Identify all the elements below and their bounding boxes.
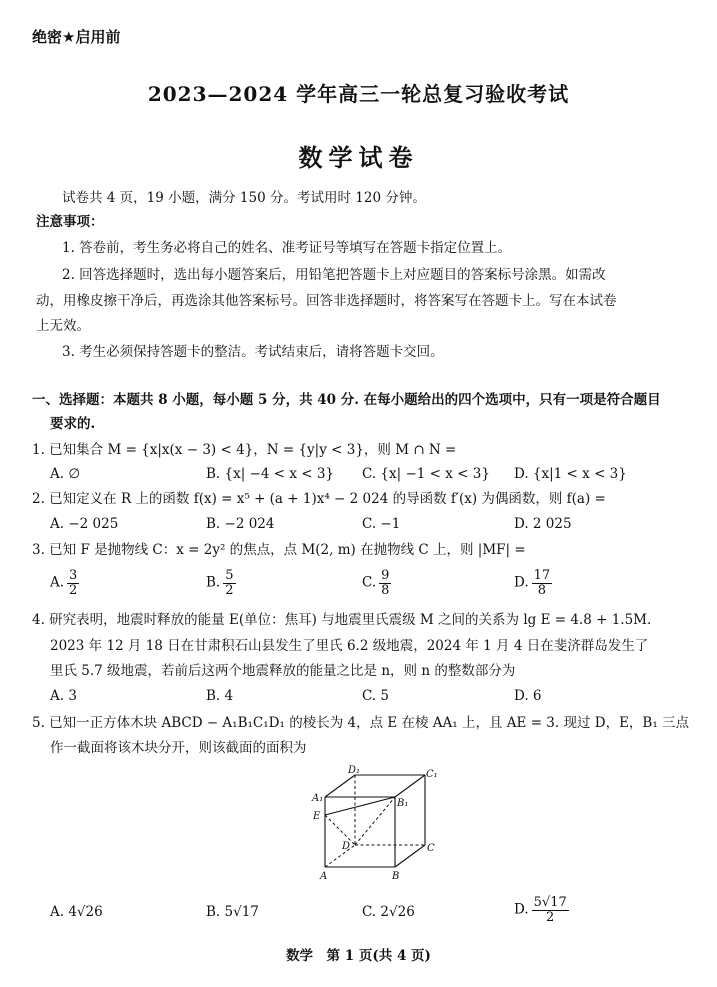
section-heading-line-2: 要求的.	[50, 416, 96, 432]
question-4-option-d: D. 6	[514, 688, 542, 704]
question-4-line-2: 2023 年 12 月 18 日在甘肃积石山县发生了里氏 6.2 级地震，2024 年 1 月 4 日在斐济群岛发生了	[50, 638, 649, 654]
option-d-label: D.	[514, 901, 529, 918]
fraction	[532, 896, 569, 924]
label-c1: C₁	[426, 769, 438, 780]
fraction	[532, 569, 553, 597]
exam-info: 试卷共 4 页，19 小题，满分 150 分。考试用时 120 分钟。	[62, 190, 426, 206]
label-a: A	[320, 871, 328, 882]
denominator: 2	[225, 582, 234, 598]
denominator: 2	[546, 909, 555, 925]
notes-heading: 注意事项：	[36, 214, 104, 230]
fraction	[379, 569, 391, 597]
subject-title: 数学试卷	[298, 143, 419, 172]
label-b: B	[392, 871, 400, 882]
exam-title: 2023—2024 学年高三一轮总复习验收考试	[147, 82, 570, 106]
question-4-option-c: C. 5	[362, 688, 390, 704]
question-5-line-2: 作一截面将该木块分开，则该截面的面积为	[50, 740, 307, 756]
label-d: D	[342, 841, 351, 852]
question-4-option-a: A. 3	[50, 688, 77, 704]
question-5-option-a: A. 4√26	[50, 904, 103, 920]
edge-b1c1	[395, 775, 425, 797]
edge-bc	[395, 845, 425, 867]
numerator: 17	[533, 568, 551, 583]
label-e: E	[313, 811, 321, 822]
question-2-option-d: D. 2 025	[514, 516, 572, 532]
question-3-option-b	[206, 569, 236, 597]
note-1: 1. 答卷前，考生务必将自己的姓名、准考证号等填写在答题卡指定位置上。	[62, 240, 512, 256]
question-2-option-c: C. −1	[362, 516, 401, 532]
fraction	[223, 569, 235, 597]
question-2-stem: 2. 已知定义在 R 上的函数 f(x) = x⁵ + (a + 1)x⁴ − 2 024 的导函数 f′(x) 为偶函数，则 f(a) =	[32, 491, 606, 507]
question-3-option-c	[362, 569, 391, 597]
confidential-mark: 绝密★启用前	[32, 28, 121, 46]
fraction	[67, 569, 79, 597]
question-4-line-1: 4. 研究表明，地震时释放的能量 E(单位：焦耳) 与地震里氏震级 M 之间的关系为 lg E = 4.8 + 1.5M.	[32, 612, 652, 628]
question-1-option-d: D. {x|1 < x < 3}	[514, 466, 627, 482]
question-4-option-b: B. 4	[206, 688, 234, 704]
question-5-option-c: C. 2√26	[362, 904, 415, 920]
edge-a1d1	[325, 775, 355, 797]
denominator: 8	[537, 582, 547, 598]
question-1-option-a: A. ∅	[50, 466, 81, 482]
numerator: 3	[69, 568, 78, 583]
label-c: C	[427, 843, 435, 854]
note-2-line-1: 2. 回答选择题时，选出每小题答案后，用铅笔把答题卡上对应题目的答案标号涂黑。如需改	[62, 267, 606, 283]
numerator: 9	[381, 568, 390, 583]
question-2-option-a: A. −2 025	[50, 516, 119, 532]
cube-figure	[300, 763, 450, 883]
question-1-stem: 1. 已知集合 M = {x|x(x − 3) < 4}，N = {y|y < 3}，则 M ∩ N =	[32, 442, 457, 458]
option-c-label: C.	[362, 574, 377, 591]
segment-db1-hidden	[355, 797, 395, 845]
question-1-option-c: C. {x| −1 < x < 3}	[362, 466, 490, 482]
question-4-line-3: 里氏 5.7 级地震，若前后这两个地震释放的能量之比是 n，则 n 的整数部分为	[50, 663, 516, 679]
question-5-option-b: B. 5√17	[206, 904, 259, 920]
question-5-option-d	[514, 896, 569, 924]
section-heading-line-1: 一、选择题：本题共 8 小题，每小题 5 分，共 40 分. 在每小题给出的四个选项中，只有一项是符合题目	[32, 392, 661, 408]
option-a-label: A.	[50, 574, 65, 591]
note-2-line-2: 动，用橡皮擦干净后，再选涂其他答案标号。回答非选择题时，将答案写在答题卡上。写在本试卷	[36, 293, 617, 309]
question-1-option-b: B. {x| −4 < x < 3}	[206, 466, 335, 482]
segment-ed-hidden	[325, 815, 355, 845]
question-3-option-a	[50, 569, 79, 597]
label-b1: B₁	[397, 798, 409, 809]
numerator: 5	[225, 568, 234, 583]
question-3-option-d	[514, 569, 552, 597]
page-footer: 数学 第 1 页(共 4 页)	[286, 948, 431, 964]
note-3: 3. 考生必须保持答题卡的整洁。考试结束后，请将答题卡交回。	[62, 344, 444, 360]
segment-eb1	[325, 797, 395, 815]
option-d-label: D.	[514, 574, 529, 591]
label-a1: A₁	[312, 793, 324, 804]
question-3-stem: 3. 已知 F 是抛物线 C：x = 2y² 的焦点，点 M(2, m) 在抛物线 C 上，则 |MF| =	[32, 542, 526, 558]
denominator: 2	[69, 582, 78, 598]
note-2-line-3: 上无效。	[36, 318, 90, 334]
edge-ad-hidden	[325, 845, 355, 867]
numerator: 5√17	[533, 895, 567, 910]
question-5-line-1: 5. 已知一正方体木块 ABCD − A₁B₁C₁D₁ 的棱长为 4，点 E 在棱 AA₁ 上，且 AE = 3. 现过 D，E，B₁ 三点	[32, 715, 690, 731]
denominator: 8	[381, 582, 390, 598]
option-b-label: B.	[206, 574, 221, 591]
question-2-option-b: B. −2 024	[206, 516, 275, 532]
label-d1: D₁	[348, 765, 361, 776]
